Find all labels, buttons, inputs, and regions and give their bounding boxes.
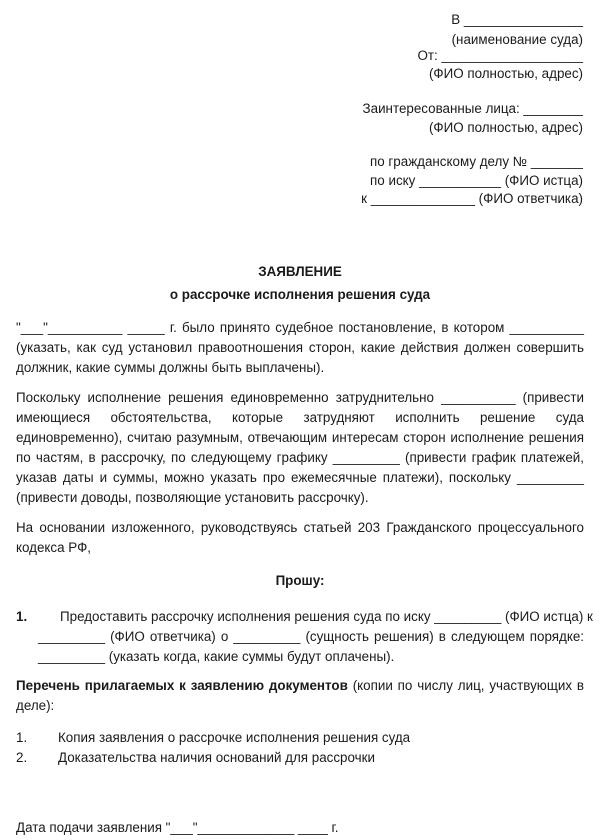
from-line: От: ___________________ <box>417 48 583 63</box>
attachment-item: Копия заявления о рассрочке исполнения решения суда <box>58 730 411 745</box>
paragraph-line: На основании изложенного, руководствуясь статьей 203 Гражданского процессуального <box>16 520 584 535</box>
request-line: _________ (ФИО ответчика) о _________ (сущность решения) в следующем порядке: <box>38 629 584 644</box>
attachments-heading-bold: Перечень прилагаемых к заявлению документов <box>16 678 348 693</box>
paragraph-grounds <box>16 388 584 508</box>
attachments-heading <box>16 676 584 716</box>
interested-hint: (ФИО полностью, адрес) <box>428 120 583 135</box>
request-item-number: 1. <box>16 609 28 624</box>
attachment-item: Доказательства наличия оснований для рассрочки <box>58 750 375 765</box>
request-item-text <box>38 607 593 667</box>
court-hint: (наименование суда) <box>451 32 583 47</box>
document-title: ЗАЯВЛЕНИЕ <box>258 264 342 279</box>
court-line: В ________________ <box>451 12 583 27</box>
submission-date-line: Дата подачи заявления "___"_____________ ____ г. <box>16 820 339 835</box>
interested-line: Заинтересованные лица: ________ <box>362 101 583 116</box>
case-number-line: по гражданскому делу № _______ <box>370 154 583 169</box>
attachments-heading-rest: (копии по числу лиц, участвующих в <box>347 678 584 693</box>
against-line: к ______________ (ФИО ответчика) <box>361 191 583 206</box>
request-line: _________ (указать когда, какие суммы будут оплачены). <box>38 649 395 664</box>
attachments-heading-line2: деле): <box>16 698 55 713</box>
paragraph-decision <box>16 318 584 378</box>
request-line: Предоставить рассрочку исполнения решения суда по иску _________ (ФИО истца) к <box>60 609 593 624</box>
paragraph-line: указав даты и суммы, можно указать про ежемесячные платежи), поскольку _________ <box>16 470 584 485</box>
paragraph-line: "___"__________ _____ г. было принято судебное постановление, в котором __________ <box>16 320 584 335</box>
request-heading: Прошу: <box>275 573 325 588</box>
paragraph-line: Поскольку исполнение решения единовременно затруднительно __________ (привести <box>16 390 584 405</box>
paragraph-line: должник, какие суммы должны быть выплачены). <box>16 360 325 375</box>
document-subtitle: о рассрочке исполнения решения суда <box>169 287 431 302</box>
attachment-number: 1. <box>16 730 28 745</box>
paragraph-line: (указать, как суд установил правоотношения сторон, какие действия должен совершить <box>16 340 584 355</box>
paragraph-line: единовременно), считаю разумным, отвечающим интересам сторон исполнение решения <box>16 430 584 445</box>
paragraph-line: имеющиеся обстоятельства, которые затрудняют исполнить решение суда <box>16 410 584 425</box>
paragraph-line: (привести доводы, позволяющие установить рассрочку). <box>16 490 369 505</box>
paragraph-legal-basis <box>16 518 584 558</box>
claim-line: по иску ___________ (ФИО истца) <box>370 173 583 188</box>
paragraph-line: кодекса РФ, <box>16 540 91 555</box>
attachment-number: 2. <box>16 750 28 765</box>
from-hint: (ФИО полностью, адрес) <box>428 66 583 81</box>
paragraph-line: по частям, в рассрочку, по следующему графику _________ (привести график платежей, <box>16 450 584 465</box>
